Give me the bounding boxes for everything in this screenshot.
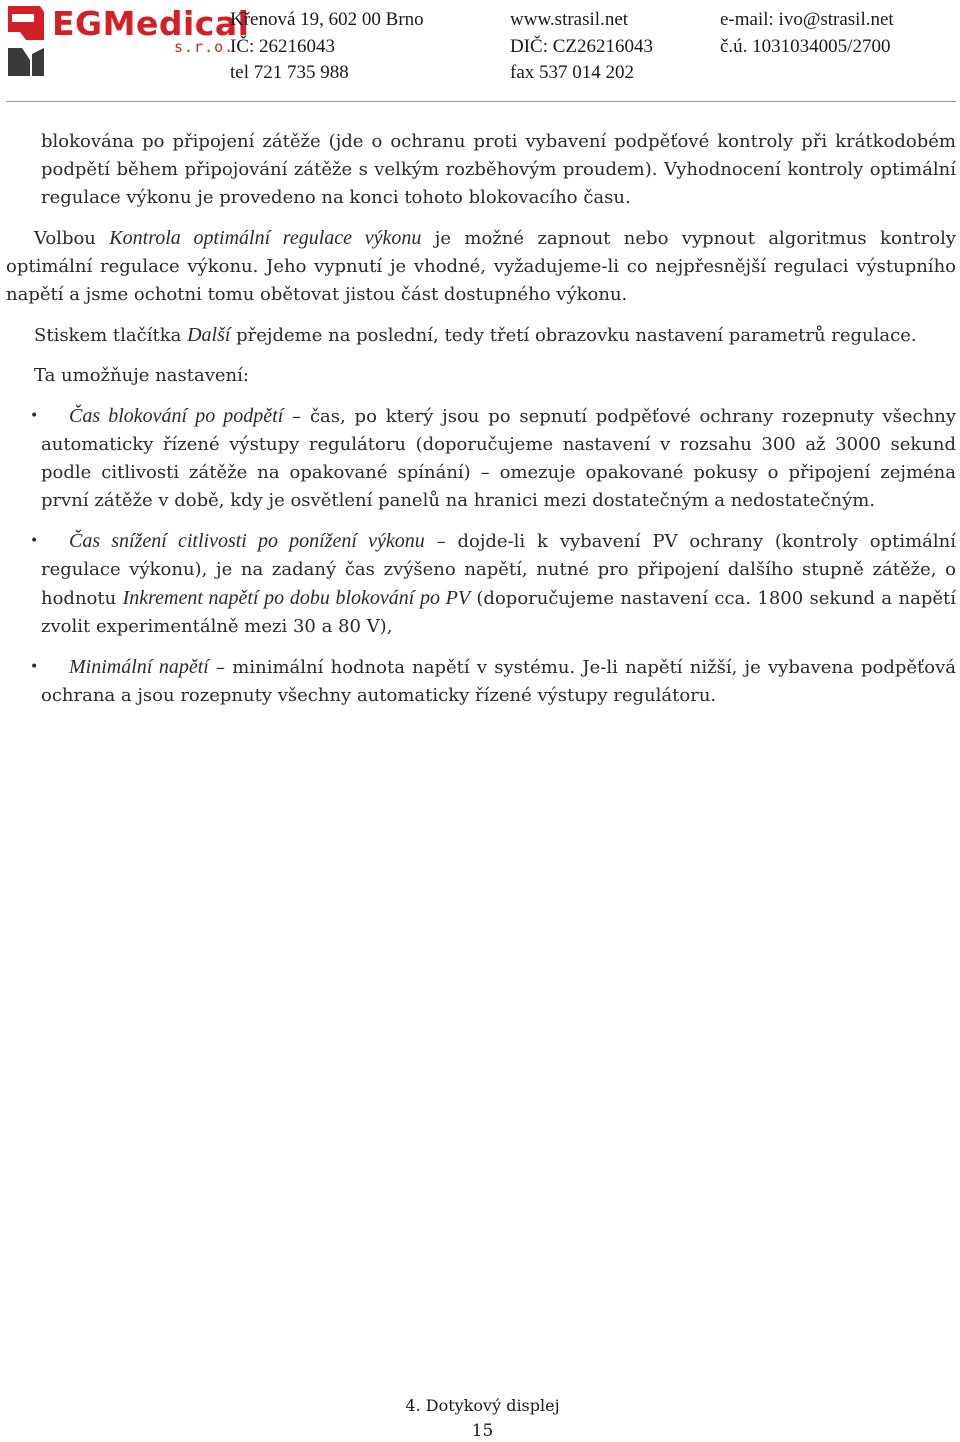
setting-name: Čas blokování po podpětí xyxy=(69,405,284,427)
setting-name-optimal-regulation: Kontrola optimální regulace výkonu xyxy=(109,227,422,249)
logo-wordmark-text: EGMedical xyxy=(52,4,250,43)
bullet-icon: • xyxy=(30,659,39,675)
settings-list xyxy=(0,402,960,710)
setting-name-inline: Inkrement napětí po dobu blokování po PV xyxy=(122,587,471,609)
logo-mark-icon xyxy=(6,4,46,80)
header-web[interactable]: www.strasil.net xyxy=(510,9,629,30)
setting-name: Čas snížení citlivosti po ponížení výkonu xyxy=(69,530,425,552)
list-item xyxy=(0,527,960,641)
header-fax: fax 537 014 202 xyxy=(510,62,635,83)
header-dic: DIČ: CZ26216043 xyxy=(510,36,654,57)
list-item-text xyxy=(41,653,956,710)
bullet-icon: • xyxy=(30,408,39,424)
paragraph-next-button xyxy=(0,321,960,350)
page-header xyxy=(0,0,960,104)
list-item xyxy=(0,402,960,515)
button-name-next: Další xyxy=(187,324,231,346)
header-phone: tel 721 735 988 xyxy=(230,62,349,83)
setting-description: – minimální hodnota napětí v systému. Je-li napětí nižší, je vybavena podpěťová ochrana a jsou rozepnuty všechny automaticky řízené výstupy regulátoru. xyxy=(41,657,956,706)
bullet-icon: • xyxy=(30,533,39,549)
setting-name: Minimální napětí xyxy=(69,656,209,678)
header-account: č.ú. 1031034005/2700 xyxy=(720,36,891,57)
paragraph-text: je možné zapnout nebo vypnout algoritmus kontroly optimální regulace výkonu. Jeho vypnutí je vhodné, vyžadujeme-li co nejpřesnější regulaci výstupního napětí a jsme ochotni tomu obětovat jistou část dostupného výkonu. xyxy=(6,228,956,305)
setting-description: – čas, po který jsou po sepnutí podpěťové ochrany rozepnuty všechny automaticky řízené výstupy regulátoru (doporučujeme nastavení v rozsahu 300 až 3000 sekund podle citlivosti zátěže na opakované spínání) – omezuje opakované pokusy o připojení zejména první zátěže v době, kdy je osvětlení panelů na hranici mezi dostatečným a nedostatečným. xyxy=(41,406,956,511)
header-address: Křenová 19, 602 00 Brno xyxy=(230,9,424,30)
list-item-text xyxy=(41,402,956,515)
paragraph-text: přejdeme na poslední, tedy třetí obrazovku nastavení parametrů regulace. xyxy=(230,325,917,346)
header-divider xyxy=(6,101,956,102)
paragraph-optimal-regulation xyxy=(0,224,960,309)
setting-description: – dojde-li k vybavení PV ochrany (kontroly optimální regulace výkonu), je na zadaný čas zvýšeno napětí, nutné pro připojení dalšího stupně zátěže, o hodnotu xyxy=(41,531,956,609)
paragraph-settings-intro: Ta umožňuje nastavení: xyxy=(34,365,249,386)
paragraph-text: Stiskem tlačítka xyxy=(34,325,188,346)
footer-chapter: 4. Dotykový displej xyxy=(405,1396,560,1415)
list-item-text xyxy=(41,527,956,641)
page-number: 15 xyxy=(471,1421,494,1441)
paragraph-text: Volbou xyxy=(34,228,110,249)
paragraph-continuation: blokována po připojení zátěže (jde o ochranu proti vybavení podpěťové kontroly při krátkodobém podpětí během připojování zátěže s velkým rozběhovým proudem). Vyhodnocení kontroly optimální regulace výkonu je provedeno na konci tohoto blokovacího času. xyxy=(41,131,956,208)
setting-description: (doporučujeme nastavení cca. 1800 sekund a napětí zvolit experimentálně mezi 30 a 80 V), xyxy=(41,588,956,637)
logo-suffix: s.r.o. xyxy=(174,38,235,56)
header-ic: IČ: 26216043 xyxy=(230,36,336,57)
header-email[interactable]: e-mail: ivo@strasil.net xyxy=(720,9,894,30)
list-item xyxy=(0,653,960,710)
document-body xyxy=(0,128,960,722)
company-logo xyxy=(6,4,250,80)
